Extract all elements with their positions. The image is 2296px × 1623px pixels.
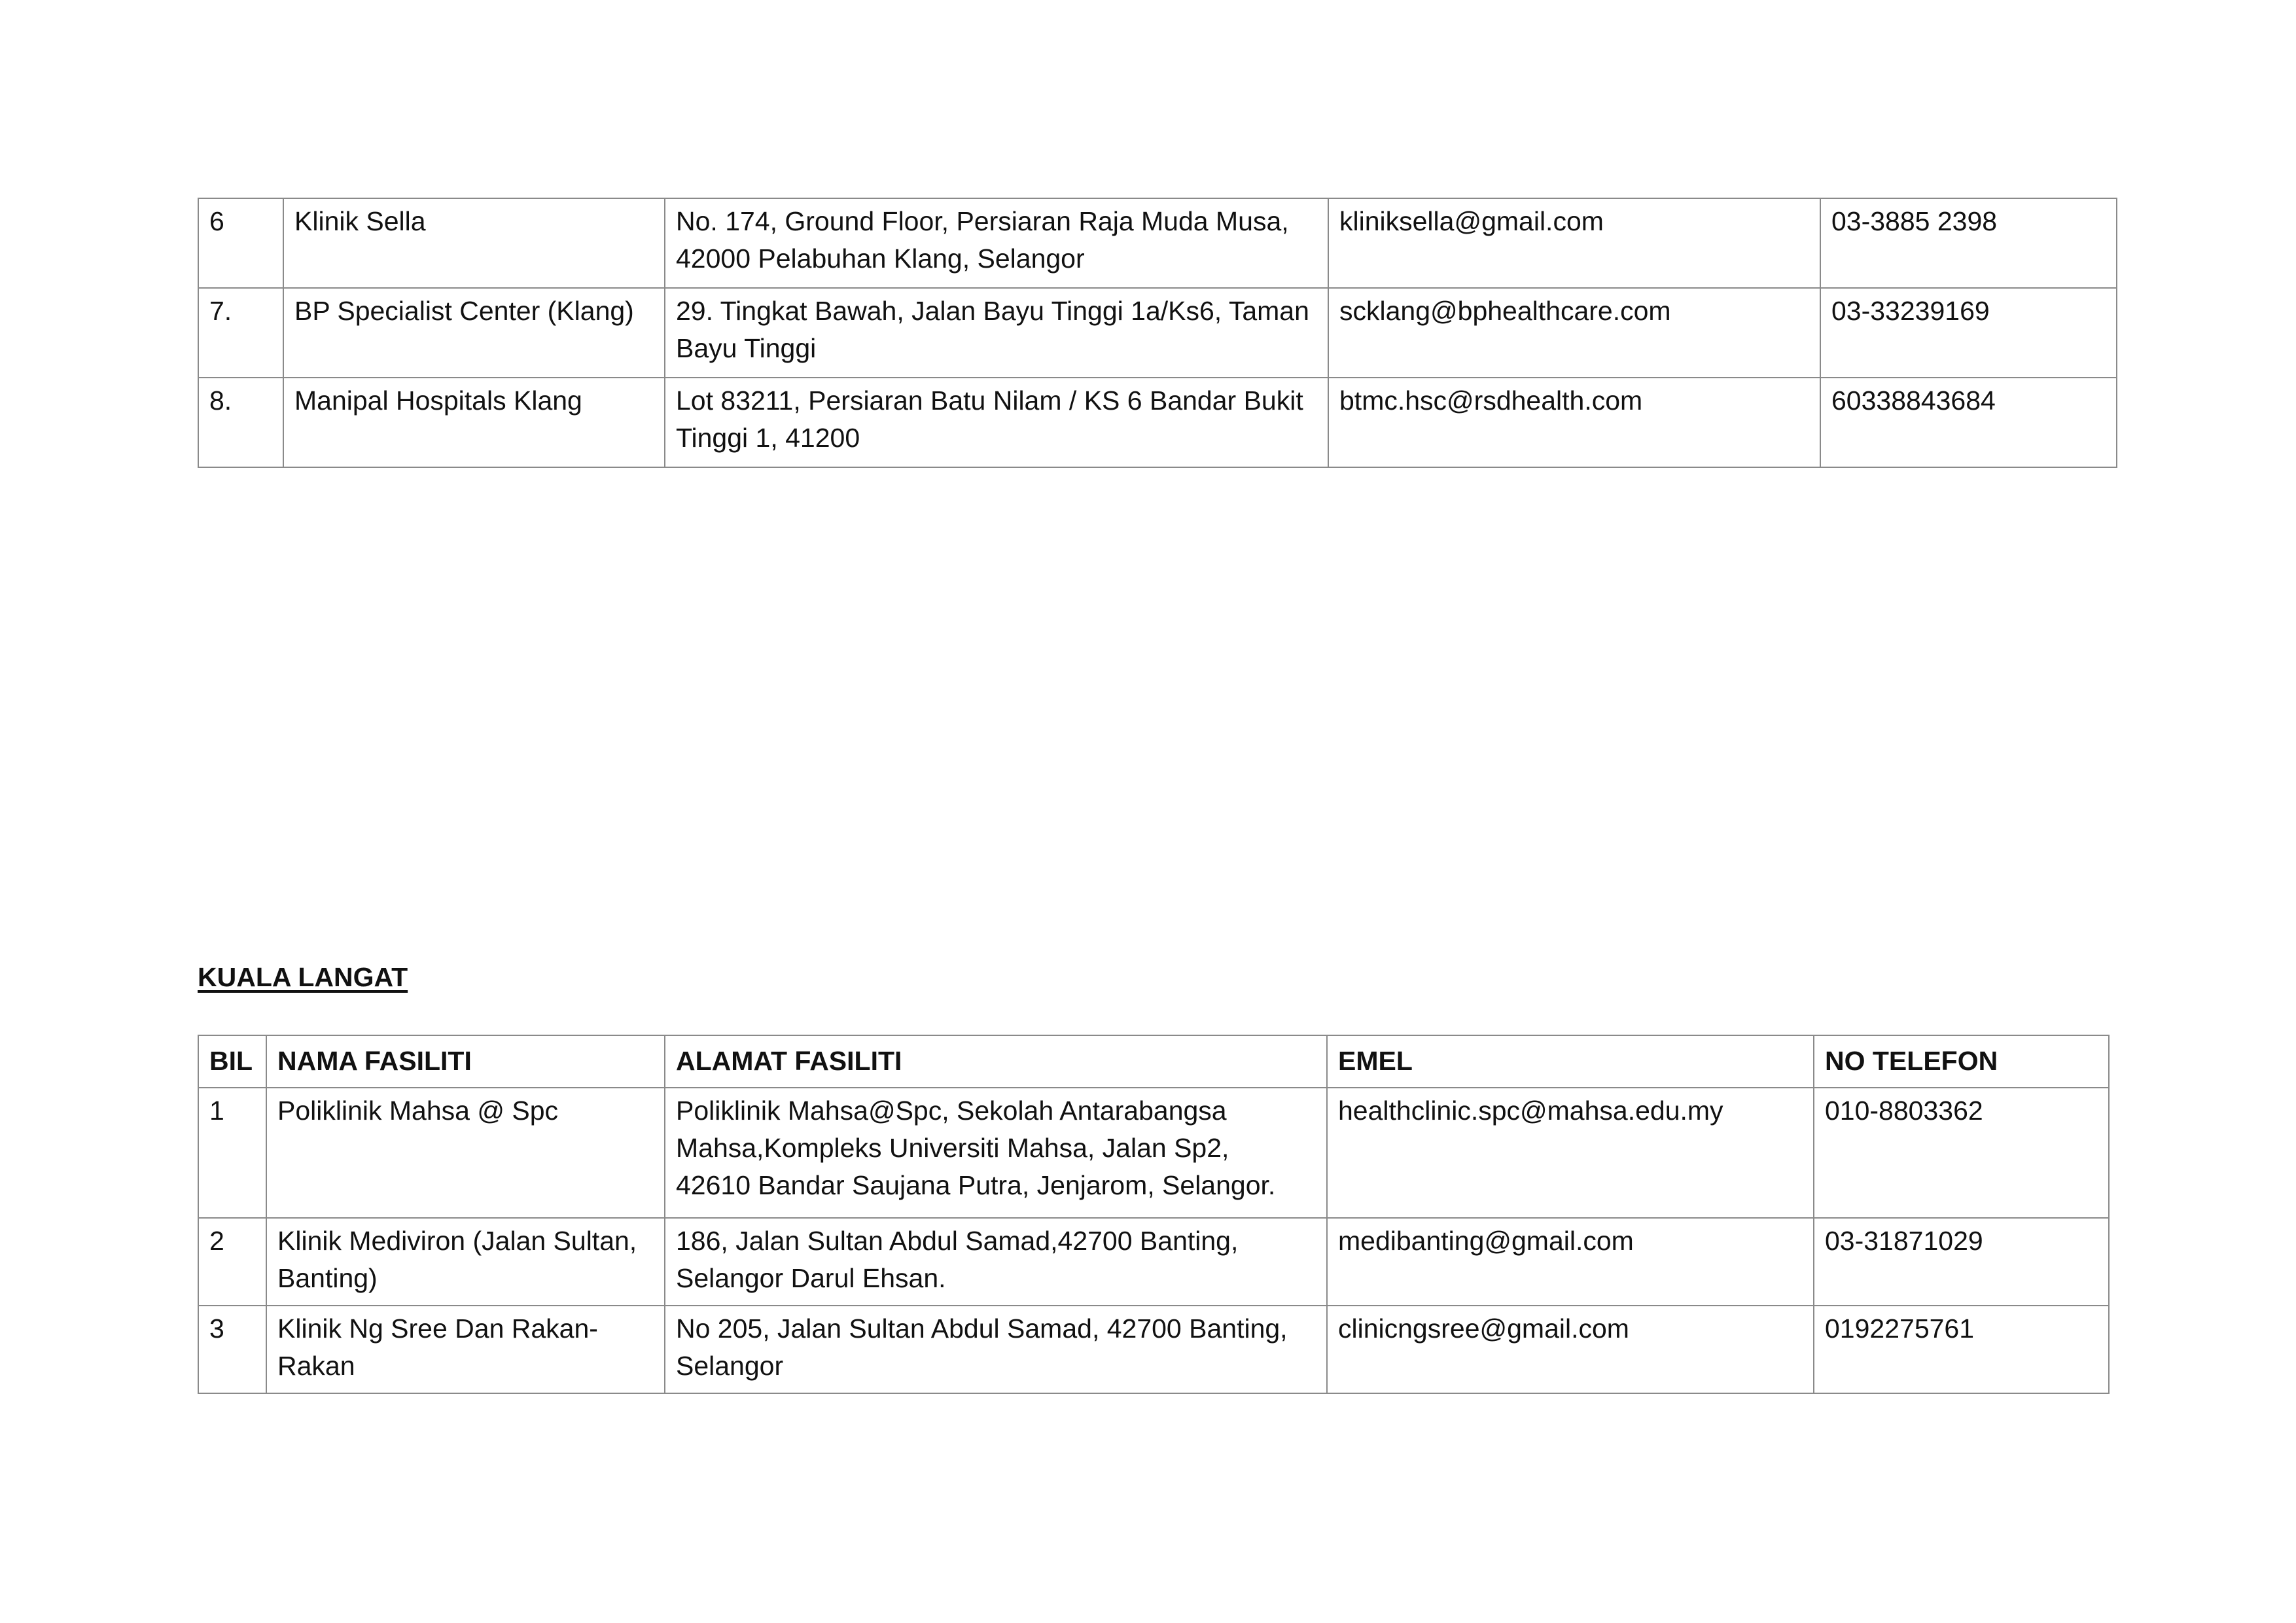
section-heading-kuala-langat: KUALA LANGAT <box>198 962 408 992</box>
column-header-bil: BIL <box>198 1035 266 1088</box>
table-row <box>198 378 2117 467</box>
kuala-langat-facility-table <box>198 1035 2110 1394</box>
column-header-telefon: NO TELEFON <box>1814 1035 2109 1088</box>
table-row <box>198 1218 2109 1306</box>
email-cell: btmc.hsc@rsdhealth.com <box>1328 378 1820 467</box>
bil-cell: 2 <box>198 1218 266 1306</box>
phone-cell: 03-31871029 <box>1814 1218 2109 1306</box>
table-row <box>198 288 2117 378</box>
bil-cell: 7. <box>198 288 283 378</box>
phone-cell: 60338843684 <box>1820 378 2117 467</box>
column-header-nama: NAMA FASILITI <box>266 1035 665 1088</box>
phone-cell: 03-3885 2398 <box>1820 198 2117 288</box>
facility-address-cell: 29. Tingkat Bawah, Jalan Bayu Tinggi 1a/Ks6, Taman Bayu Tinggi <box>665 288 1328 378</box>
email-cell: scklang@bphealthcare.com <box>1328 288 1820 378</box>
facility-name-cell: BP Specialist Center (Klang) <box>283 288 665 378</box>
bil-cell: 6 <box>198 198 283 288</box>
bil-cell: 1 <box>198 1088 266 1218</box>
phone-cell: 03-33239169 <box>1820 288 2117 378</box>
email-cell: kliniksella@gmail.com <box>1328 198 1820 288</box>
facility-address-cell: Lot 83211, Persiaran Batu Nilam / KS 6 Bandar Bukit Tinggi 1, 41200 <box>665 378 1328 467</box>
email-cell: medibanting@gmail.com <box>1327 1218 1814 1306</box>
table-row <box>198 198 2117 288</box>
bil-cell: 3 <box>198 1306 266 1393</box>
column-header-emel: EMEL <box>1327 1035 1814 1088</box>
phone-cell: 0192275761 <box>1814 1306 2109 1393</box>
facility-name-cell: Klinik Mediviron (Jalan Sultan, Banting) <box>266 1218 665 1306</box>
facility-name-cell: Klinik Sella <box>283 198 665 288</box>
facility-address-cell: Poliklinik Mahsa@Spc, Sekolah Antarabangsa Mahsa,Kompleks Universiti Mahsa, Jalan Sp2, 42610 Bandar Saujana Putra, Jenjarom, Selangor. <box>665 1088 1327 1218</box>
facility-name-cell: Klinik Ng Sree Dan Rakan- Rakan <box>266 1306 665 1393</box>
email-cell: healthclinic.spc@mahsa.edu.my <box>1327 1088 1814 1218</box>
column-header-alamat: ALAMAT FASILITI <box>665 1035 1327 1088</box>
facility-address-cell: 186, Jalan Sultan Abdul Samad,42700 Banting, Selangor Darul Ehsan. <box>665 1218 1327 1306</box>
facility-address-cell: No. 174, Ground Floor, Persiaran Raja Muda Musa, 42000 Pelabuhan Klang, Selangor <box>665 198 1328 288</box>
facility-name-cell: Poliklinik Mahsa @ Spc <box>266 1088 665 1218</box>
phone-cell: 010-8803362 <box>1814 1088 2109 1218</box>
bil-cell: 8. <box>198 378 283 467</box>
table-row <box>198 1306 2109 1393</box>
facility-name-cell: Manipal Hospitals Klang <box>283 378 665 467</box>
table-row <box>198 1088 2109 1218</box>
klang-facility-table <box>198 198 2117 468</box>
table-header-row <box>198 1035 2109 1088</box>
email-cell: clinicngsree@gmail.com <box>1327 1306 1814 1393</box>
facility-address-cell: No 205, Jalan Sultan Abdul Samad, 42700 Banting, Selangor <box>665 1306 1327 1393</box>
